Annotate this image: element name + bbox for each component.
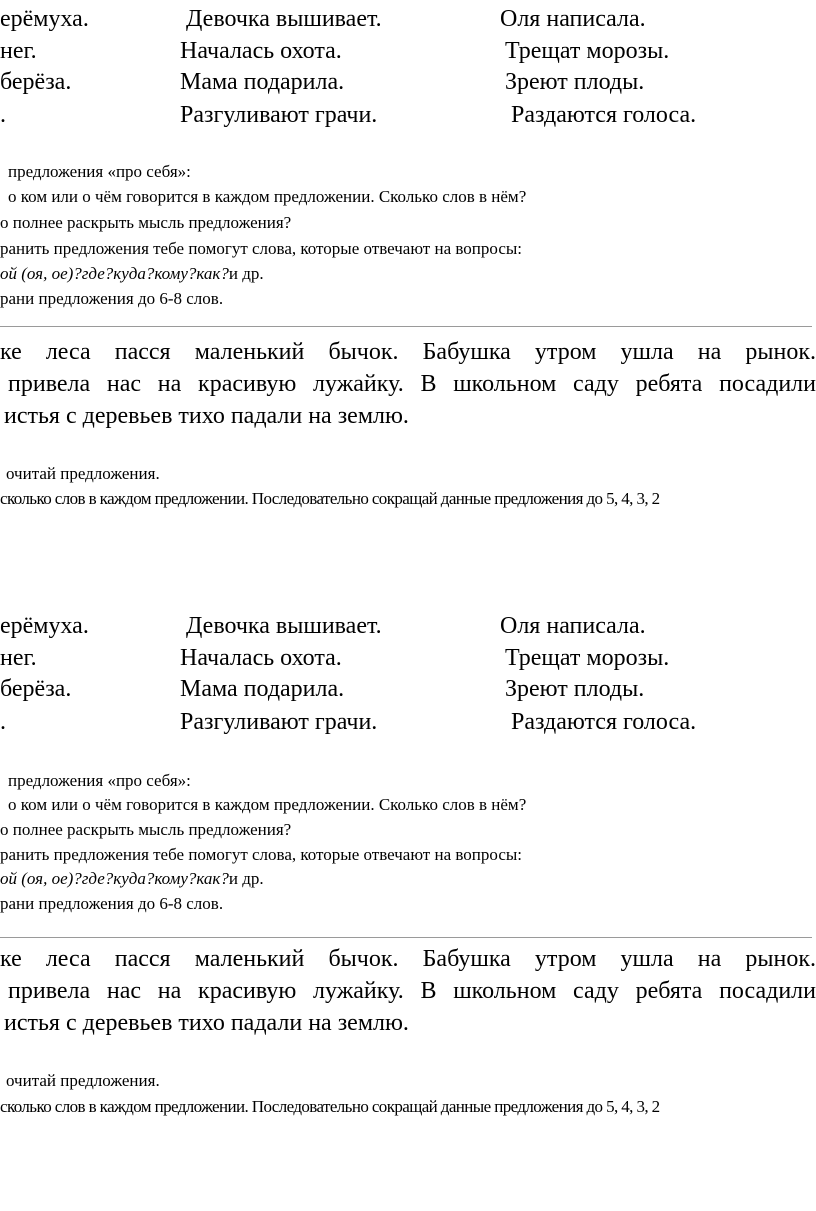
- sentence-r4-c2: Разгуливают грачи.: [180, 709, 378, 735]
- instruction-line-2: о ком или о чём говорится в каждом предложении. Сколько слов в нём?: [8, 187, 527, 206]
- task-line-2: сколько слов в каждом предложении. Последовательно сокращай данные предложения до 5, 4, 3, 2: [0, 1097, 660, 1116]
- sentence-r4-c1: .: [0, 709, 6, 735]
- sentence-r2-c3: Трещат морозы.: [505, 645, 670, 671]
- task-line-2: сколько слов в каждом предложении. Последовательно сокращай данные предложения до 5, 4, 3, 2: [0, 489, 660, 508]
- sentence-r1-c1: ерёмуха.: [0, 6, 89, 32]
- sentence-r4-c3: Раздаются голоса.: [511, 102, 697, 128]
- sentence-r2-c1: нег.: [0, 645, 37, 671]
- instruction-questions: [0, 867, 264, 891]
- sentence-r3-c2: Мама подарила.: [180, 69, 345, 95]
- sentence-r2-c2: Началась охота.: [180, 38, 342, 64]
- instruction-line-1: предложения «про себя»:: [8, 771, 191, 790]
- sentence-r3-c1: берёза.: [0, 676, 72, 702]
- sentence-r1-c2: Девочка вышивает.: [186, 6, 382, 32]
- sentence-r1-c3: Оля написала.: [500, 6, 646, 32]
- sentence-r3-c3: Зреют плоды.: [505, 676, 645, 702]
- horizontal-divider: [0, 937, 812, 938]
- task-line-1: очитай предложения.: [6, 1071, 160, 1090]
- question-words: ой (оя, ое)?где?куда?кому?как?: [0, 264, 229, 283]
- instruction-line-last: рани предложения до 6-8 слов.: [0, 894, 224, 913]
- sentence-r1-c3: Оля написала.: [500, 613, 646, 639]
- paragraph-line-2: привела нас на красивую лужайку. В школьном саду ребята посадили: [8, 371, 816, 397]
- sentence-r2-c2: Началась охота.: [180, 645, 342, 671]
- sentence-r4-c1: .: [0, 102, 6, 128]
- task-line-1: очитай предложения.: [6, 464, 160, 483]
- exercise-block-1: [0, 0, 816, 600]
- sentence-r3-c3: Зреют плоды.: [505, 69, 645, 95]
- instruction-line-4: ранить предложения тебе помогут слова, которые отвечают на вопросы:: [0, 239, 523, 258]
- instruction-line-3: о полнее раскрыть мысль предложения?: [0, 820, 292, 839]
- sentence-r2-c3: Трещат морозы.: [505, 38, 670, 64]
- instruction-line-last: рани предложения до 6-8 слов.: [0, 289, 224, 308]
- sentence-r4-c2: Разгуливают грачи.: [180, 102, 378, 128]
- horizontal-divider: [0, 326, 812, 327]
- instruction-line-2: о ком или о чём говорится в каждом предложении. Сколько слов в нём?: [8, 795, 527, 814]
- sentence-r2-c1: нег.: [0, 38, 37, 64]
- paragraph-line-1: ке леса пасся маленький бычок. Бабушка утром ушла на рынок.: [0, 946, 816, 972]
- sentence-r3-c1: берёза.: [0, 69, 72, 95]
- exercise-block-2: [0, 611, 816, 1211]
- paragraph-line-3: истья с деревьев тихо падали на землю.: [4, 1010, 409, 1036]
- sentence-r3-c2: Мама подарила.: [180, 676, 345, 702]
- question-words: ой (оя, ое)?где?куда?кому?как?: [0, 869, 229, 888]
- instruction-line-3: о полнее раскрыть мысль предложения?: [0, 213, 292, 232]
- sentence-r1-c2: Девочка вышивает.: [186, 613, 382, 639]
- paragraph-line-1: ке леса пасся маленький бычок. Бабушка утром ушла на рынок.: [0, 339, 816, 365]
- paragraph-line-2: привела нас на красивую лужайку. В школьном саду ребята посадили: [8, 978, 816, 1004]
- paragraph-line-3: истья с деревьев тихо падали на землю.: [4, 403, 409, 429]
- question-words-tail: и др.: [228, 869, 264, 888]
- instruction-line-4: ранить предложения тебе помогут слова, которые отвечают на вопросы:: [0, 845, 523, 864]
- sentence-r1-c1: ерёмуха.: [0, 613, 89, 639]
- instruction-questions: [0, 262, 264, 286]
- question-words-tail: и др.: [228, 264, 264, 283]
- sentence-r4-c3: Раздаются голоса.: [511, 709, 697, 735]
- instruction-line-1: предложения «про себя»:: [8, 162, 191, 181]
